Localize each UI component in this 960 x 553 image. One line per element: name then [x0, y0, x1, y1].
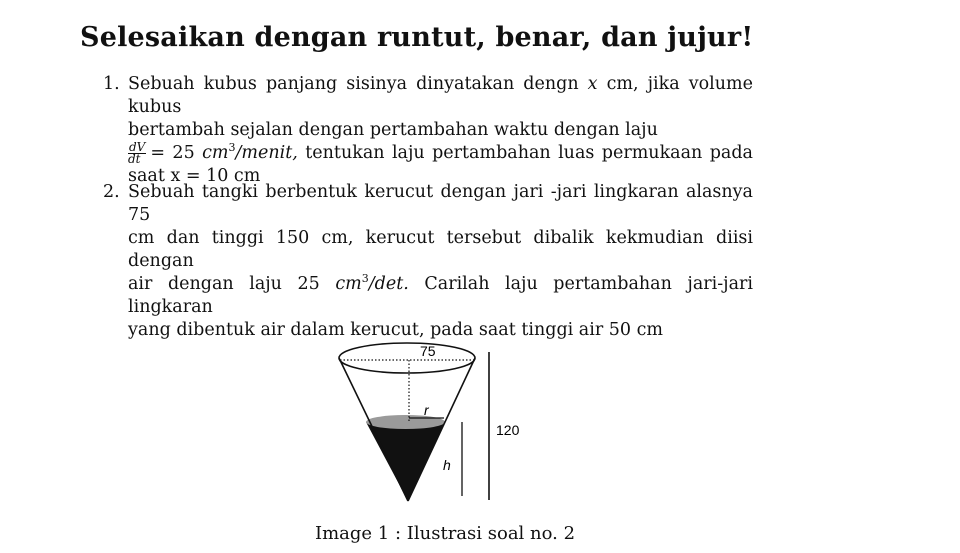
water-fill [366, 422, 445, 501]
fraction-numerator: dV [129, 140, 146, 154]
question-line [128, 73, 753, 119]
question-body [128, 73, 753, 188]
math-unit: cm [202, 143, 229, 163]
text-segment: Carilah laju pertambahan jari-jari lingkaran [128, 274, 753, 317]
exponent: 3 [361, 272, 369, 286]
water-surface [366, 415, 445, 429]
top-radius-label: 75 [420, 343, 436, 359]
exponent: 3 [228, 141, 236, 155]
water-height-label: h [443, 457, 451, 473]
question-line: Sebuah tangki berbentuk kerucut dengan jari -jari lingkaran alasnya 75 [128, 182, 753, 225]
cone-height-label: 120 [496, 422, 520, 438]
question-line: bertambah sejalan dengan pertambahan waktu dengan laju [128, 120, 658, 140]
math-unit: /det. [368, 274, 409, 294]
cone-figure [330, 330, 550, 510]
question-line [128, 273, 753, 319]
question-line: saat x = 10 cm [128, 166, 261, 186]
fraction-denominator: dt [128, 152, 141, 166]
text-segment: Sebuah kubus panjang sisinya dinyatakan dengn [128, 74, 579, 94]
question-body [128, 181, 753, 342]
cone-diagram [330, 330, 550, 510]
water-radius-label: r [424, 402, 429, 418]
math-unit: /menit, [235, 143, 298, 163]
question-2 [103, 181, 753, 342]
cone-rim [339, 343, 475, 373]
math-unit: cm [335, 274, 362, 294]
math-variable: x [587, 74, 598, 94]
text-segment: air dengan laju 25 [128, 274, 320, 294]
question-line: cm dan tinggi 150 cm, kerucut tersebut dibalik kekmudian diisi dengan [128, 228, 753, 271]
question-number: 1. [103, 74, 120, 94]
text-segment: tentukan laju pertambahan luas permukaan pada [305, 143, 753, 163]
question-line: yang dibentuk air dalam kerucut, pada saat tinggi air 50 cm [128, 320, 663, 340]
question-line [128, 142, 753, 165]
question-number: 2. [103, 182, 120, 202]
page-title: Selesaikan dengan runtut, benar, dan jujur! [80, 22, 754, 53]
question-1 [103, 73, 753, 188]
derivative-fraction [128, 142, 146, 165]
text-segment: = 25 [150, 143, 195, 163]
figure-caption: Image 1 : Ilustrasi soal no. 2 [315, 523, 576, 544]
text-segment: cm, jika volume kubus [128, 74, 753, 117]
